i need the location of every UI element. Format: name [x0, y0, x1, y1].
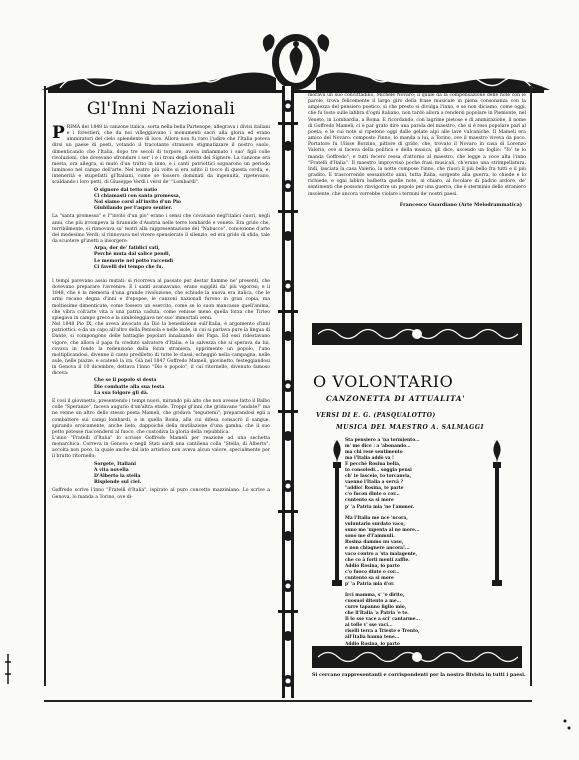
stanza-1: Sta pensiero a 'na tormiento... m' me dice : a 'abonando... ma chi rese sentimento ma l'Italia addò va ! E pecchè Rosina bella, to consoledi... soggia pensi ch' te lasceie, to torcanvia, vaenno l'Italia a servà ? "addio! Rosina, te parte c'o fucon dinte o cor... cuntento sa si more p' 'a Patria mia 'ne l'ammor. [345, 438, 420, 510]
ornament-banner-bottom [312, 646, 522, 668]
torch-ornament-left [330, 440, 344, 590]
torch-ornament-right [490, 440, 504, 590]
article-attribution: Francesco Guardiano (Arte Melodrammatica) [399, 201, 522, 208]
stanza-2: Ma l'Italia me nce 'ncora, vuluntario surdato vaco, suno me 'mpenta al ne more... sono me d'l'ammuli. Rosina dammo nu vaso, e non chiagnere ancora!... vaco contro a 'sta malagente, che co à forti menti zaffie. Addio Rosina, io parto c'o fuoco dinte o cor... cuntento sa si more p' 'a Patria mia d'or. [345, 515, 420, 588]
song-title: O VOLONTARIO [313, 372, 454, 391]
article-paragraph-4: Nel 1848 Pio IX, che aveva invocato da Dio la benedizione sull'Italia, è argomento d'inni patriottici, e da un capo all'altro della Penisola e nelle isole, in cui si parlava pure la lingua di Dante, si compongono delle battaglie popolari innalzando del Papa. Ed essi ridestavano vigore, che allora il papa fu creduto salvatore d'Italia, e la salvezza che si sperava da lui, covava in fondo la redenzione dalla forza straniera, opprimente un popolo, l'uno moltiplicandosi, divenne il canto prediletto di tutte le classi, echeggiò nella campagna, nelle aule, nelle piazze, e scatenò la ira. Già nel 1847 Goffredo Mameli, giovinetto, festeggiandosi in Genova il 10 dicembre, dettava l'inno "Dio e popolo", il cui ritornello, divenuto famoso diceva: [52, 322, 270, 377]
ornament-banner-top [312, 323, 522, 345]
article-paragraph-6: L'inno "Fratelli d'Italia" lo scrisse Goffredo Mameli per reazione ad una sechetta monarchica. Correva in Genova e negli Stati sardi una cantilena colla "Stella, di Alberto", accolta non poco, la quale anche dal lato artistico non aveva alcun valore, specialmente per il brutto ritornello: [52, 436, 270, 460]
stanza-3: Irci mamma, s' 'o dirito, cuosuol ditento a me... curre tapanno figlio mio, che ll'Italia 'a Patria 'e te. Il lo sse vace a sci' cantarme... ai tolle v' sse vaci... riselli terra a Trieste e Trento, all'Italia hanna tene... Addio Rosina, io parto [345, 593, 421, 647]
article-title: Gl'Inni Nazionali [86, 99, 236, 119]
right-frame-rule [530, 86, 532, 686]
song-composer: MUSICA DEL MAESTRO A. SALMAGGI [336, 424, 484, 431]
drop-cap: P [52, 123, 65, 143]
footnote-notice: Si cercano rappresentanti e corrispondenti per la nostra Rivista in tutti i paesi. [312, 672, 526, 678]
article-paragraph-2: La "santa promessa" e l'"invito d'un pio" erano i sensi che covavano negl'italici cuori, negli anni, che più irrompeva la tirannide d'Austria nelle terre lombarde e venete. Era grido che, terribilmente, si rinnovava su' teatri alla rappresentazione del "Nabucco", concezione d'arte del medesimo Verdi; si rinnovava nel vivere spensierato il silenzio, ed era grido di sfida, tale da scuotere gl'inetti a insorgere. [52, 214, 270, 244]
verse-block-2: Arpa, dor de' fatidici vati, Perchè muta dal salice pendi, Le memorie nel petto raccendi Ci favelli del tempo che fu. [94, 246, 174, 270]
song-lyrics [345, 438, 480, 671]
article-paragraph-5: E così il giovinetto, presentendo i tempi nuovi, mirando più alto che non avesse fatto il Balbo colle "Speranze", faceva augurio d'un'altra etade. Troppi gl'inni che gridavano "andate!" ma ne venne un altro dello stesso poeta Mameli, che gridava "seguitemi"; preparandosi egli a combattere sui campi lombardi, e in quella Roma, alla cui difesa consacrò il sangue, spirando eroicamente, anche lieto, dappoiché della mutilazione d'una gamba, che il suo petto potesse riaccendersi al fuoco, che custodiva la gloria della repubblica. [52, 399, 270, 435]
article-column-left [52, 93, 270, 701]
verse-block-4: Sorgete, Italiani A vita novella D'Alberto la stella Risplende sul ciel. [94, 461, 142, 486]
left-frame-rule [44, 86, 46, 686]
verse-block-1: O signore dal tetto natio Ci chiamasti con santa promessa, Noi siamo corsi all'invito d'un Pio Giubilando per l'aspro sentier. [94, 187, 181, 212]
article-paragraph-7: Goffredo scrive l'inno "Fratelli d'Italia", ispirato al puro concetto mazziniano. Lo scrive a Genova, lo manda a Torino, ove di- [52, 488, 270, 500]
margin-dots [562, 718, 572, 732]
verse-block-3: Che se il popolo si desta Dio combatte alla sua testa La sua folgore gli dà. [94, 378, 165, 396]
margin-mark [4, 654, 12, 684]
song-lyricist: VERSI DI E. G. (PASQUALOTTO) [316, 412, 436, 419]
center-ornament-column [276, 86, 300, 698]
article-paragraph-1: PRIMA del 1848 la canzone italica, sorta nella bella Partenope, allegrava i divisi italiani e i forestieri, che da noi villeggiavano i monumenti sacri alla gloria ed erano ammiratori del cielo splendente di luce. Allora non fu raro l'udire che l'Italia poteva dirsi un paese di poeti, votando il tracotante straniero stigmatizzare il nostro suolo, dimenticando che l'Italia, dopo tre secoli di torpore, aveva infiammato i suo' figli colle rivoluzioni, che dovevano sfrondare i ser' i e i troni degli oletti del Signore. La canzone era mesta, ora allegra, si mutò d'un tratto in inno, e i canti patriottici sognarono un periodo luminoso nel campo dell'arte. Nel teatro più volte si era udito il tocco di questa corda, e, intenerità e stupefatti gl'Italiani, come se fossero dominati da ingenuità, ripetevano, scaldando i loro petti, di Giuseppe Verdi i versi de' "Lombardi". [52, 123, 270, 186]
song-subtitle: CANZONETTA DI ATTUALITA' [326, 394, 466, 403]
article-paragraph-3: I tempi parevano assai mutati: si ricorreva al passato per destar fiamme ne' presenti, che dovevano preparare l'avvenire. E i santi avanzavano, erano suppliti da' più vigorosi; e il 1848, che è la memoria d'una grande rivoluzione, che schiude la nuova era italica, che le armi recano degna d'inni e d'epopee, le canzoni nazionali furono in gran copia, ma moltissime dimenticate, come fossero un esercito, come se lo suon mancasse quell'anima, che vibra coll'arte vita a una patria caduta, come venisse meno quella forza che Tirteo spiegava in campo greco e la simboleggiava ne' suo' immortali versi. [52, 278, 270, 321]
article-paragraph-8: morava un suo concittadino, Michele Novaro; il quale dà la compensazione delle note con le parole, trova felicemente il largo giro della frase musicale in piena consonanza con la ampiezza del pensiero poetico, sì che presto si divulga l'inno, e se non diciamo, come oggi, che fu tosto sulle labbra d'ogni italiano, non tardò allora a rendersi popolare in Piemonte, nel Veneto, in Lombardia, a Roma. E ricordando, con lagrime pietose e di ammirazione, il nome di Goffredo Mameli, ci è par grato dire una parola del maestro, che si è reso popolare pari al poeta; e le cui note si ripetono oggi dalle gelate alpi alle lave vulcaniche. Il Mameli era amico del Novaro: composto l'inno, lo manda a lui, a Torino, ove il maestro viveva da poco. Portatore fu Ulisse Borzino, pittore di grido, che, trovato il Novaro in casa di Lorenzo Valerio, ove si faceva della politica e della musica, gli dice, uscendo un foglio: "To' te lo manda Goffredo"; e tutti fecero ressa d'attorno al maestro, che legge a voce alta l'inno "Fratelli d'Italia". Il maestro improvvisò poche frasi musicali, ch'erano una strimpellatura. Indi, lasciata la casa Valerio, la notte compose l'inno, che riuscì il più bello fra tutti e il più gradito. E trascorrendo sessantotto anni, tutta Italia, sorgente alla guerra, lo chiede e lo richiede, e ogni labbra balbetta quelle note, al chiaro, al focolare di padrio ardore, de' sentimenti che possono rinvigorire un popolo per una guerra, che è sterminio dello straniero insolente, che ancora vorrebbe violare i termini de' nostri paesi. [308, 93, 526, 197]
header-ornament [40, 32, 552, 94]
